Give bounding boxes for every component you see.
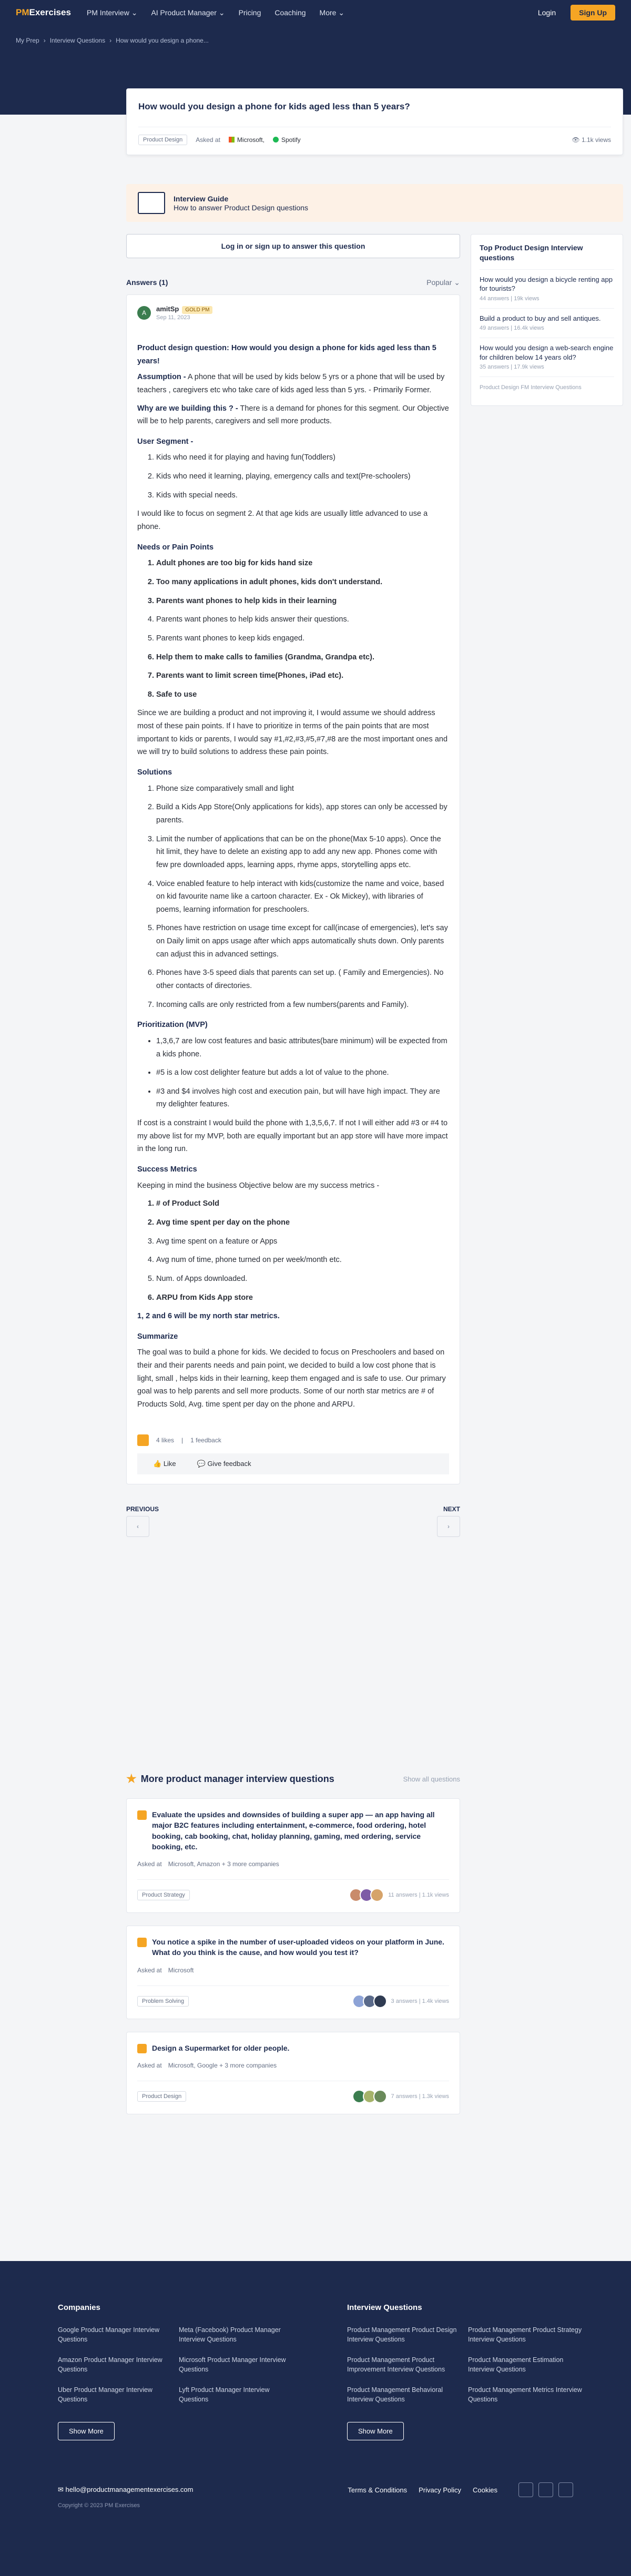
show-all-link[interactable]: Show all questions: [403, 1775, 460, 1783]
previous-button[interactable]: ‹: [126, 1516, 149, 1537]
footer-link[interactable]: Product Management Behavioral Interview Questions: [347, 2386, 443, 2403]
crumb-current: How would you design a phone...: [116, 37, 209, 44]
star-icon: ★: [126, 1772, 137, 1785]
sidebar: [471, 234, 623, 406]
footer-link[interactable]: Lyft Product Manager Interview Questions: [179, 2386, 270, 2403]
book-icon: [138, 192, 165, 214]
likes-count: 4 likes: [156, 1436, 175, 1444]
question-icon: [137, 1938, 147, 1947]
question-card-item[interactable]: Evaluate the upsides and downsides of building a super app — an app having all major B2C features including entertainment, e-commerce, food ordering, hotel booking, cab booking, chat, holiday planning, gaming, med ordering, service booking, etc. Asked at Microsoft, Amazon + 3 more companies Product Strategy 11 answers | 1.1k views: [126, 1798, 460, 1913]
mvp-list: • 1,3,6,7 are low cost features and basic attributes(bare minimum) will be expected from a kids phone. • #5 is a low cost delighter feature but adds a lot of value to the phone. • #3 and $4 involves high cost and execution pain, but will have high impact. They are my delighter features.: [137, 1035, 449, 1111]
main-column: [126, 234, 460, 1537]
category-tag[interactable]: Product Design: [138, 135, 187, 145]
sort-dropdown[interactable]: Popular ⌄: [426, 278, 460, 287]
footer-email[interactable]: ✉ hello@productmanagementexercises.com: [58, 2486, 194, 2493]
footer-link[interactable]: Microsoft Product Manager Interview Questions: [179, 2356, 286, 2373]
question-icon: [137, 1810, 147, 1820]
sidebar-link[interactable]: Product Design FM Interview Questions: [480, 376, 614, 397]
answer-card: A amitSp GOLD PM Sep 11, 2023 Product design question: How would you design a phone for kids aged less than 5 years! Assumption - A phone that will be used by kids below 5 yrs or a phone that will be used by teachers , caregivers etc who take care of kids aged less than 5 yrs. - Primarily Former. Why are we building this ? - There is a demand for phones for this segment. Our Objective will be to help parents, caregivers and sell more products. User Segment - 1. Kids who need it for playing and having fun(Toddlers) 2. Kids who need it learning, playing, emergency calls and text(Pre-schoolers) 3. Kids with special needs. I would like to focus on segment 2. At that age kids are usually little advanced to use a phone. Needs or Pain Points 1. Adult phones are too big for kids hand size 2. Too many applications in adult phones, kids don't understand. 3. Parents want phones to help kids in their learning 4. Parents want phones to help kids answer their questions. 5. Parents want phones to keep kids engaged. 6. Help them to make calls to families (Grandma, Grandpa etc). 7. Parents want to limit screen time(Phones, iPad etc). 8. Safe to use Since we are building a product and not improving it, I would assume we should address most of these pain points. If I have to prioritize in terms of the pain points that are most important to kids or parents, I would say #1,#2,#3,#5,#7,#8 are the most important ones and we will try to build solutions to address these pain points. Solutions 1. Phone size comparatively small and light 2. Build a Kids App Store(Only applications for kids), app stores can only be accessed by parents. 3. Limit the number of applications that can be on the phone(Max 5-10 apps). Once the hit limit, they have to delete an existing app to add any new app. Phones come with few pre downloaded apps, learning apps, rhyme apps, storytelling apps etc. 4. Voice enabled feature to help interact with kids(customize the name and voice, based on kid favourite name like a cartoon character. Ex - Ok Mickey), with libraries of poems, learning information for preschoolers. 5. Phones have restriction on usage time except for call(incase of emergencies), let's say on Daily limit on apps usage after which apps automatically shuts down. Only parents can adjust this in advanced settings. 6. Phones have 3-5 speed dials that parents can set up. ( Family and Emergencies). No other contacts of directories. 7. Incoming calls are only restricted from a few numbers(parents and Family). Prioritization (MVP) • 1,3,6,7 are low cost features and basic attributes(bare minimum) will be expected from a kids phone. • #5 is a low cost delighter feature but adds a lot of value to the phone. • #3 and $4 involves high cost and execution pain, but will have high impact. They are my delighter features. If cost is a constraint I would build the phone with 1,3,5,6,7. If not I will either add #3 or #4 to my above list for my MVP, both are equally important but an app store will have more impact in the long run. Success Metrics Keeping in mind the business Objective below are my success metrics - 1. # of Product Sold 2. Avg time spent per day on the phone 3. Avg time spent on a feature or Apps 4. Avg num of time, phone turned on per week/month etc. 5. Num. of Apps downloaded. 6. ARPU from Kids App store 1, 2 and 6 will be my north star metrics. Summarize The goal was to build a phone for kids. We decided to focus on Preschoolers and based on their and their parents needs and pain point, we decided to build a low cost phone that is light, small , helps kids in their learning, keep them engaged and is safe to use. Our primary goal was to help parents and sell more products. Some of our north star metrics are # of Products Sold, Avg. time spent per day on the phone and ARPU. 4 likes | 1 feedback 👍 Like 💬 Give feedback: [126, 294, 460, 1484]
more-questions: [126, 1772, 460, 2114]
linkedin-icon[interactable]: [538, 2482, 553, 2497]
login-to-answer-button[interactable]: Log in or sign up to answer this question: [126, 234, 460, 258]
give-feedback-button[interactable]: 💬 Give feedback: [197, 1459, 251, 1468]
pagination: [126, 1505, 460, 1513]
answer-date: Sep 11, 2023: [156, 314, 190, 321]
answer-body: Product design question: How would you design a phone for kids aged less than 5 years! Assumption - A phone that will be used by kids below 5 yrs or a phone that will be used by teachers , caregivers etc who take care of kids aged less than 5 yrs. - Primarily Former. Why are we building this ? - There is a demand for phones for this segment. Our Objective will be to help parents, caregivers and sell more products. User Segment - 1. Kids who need it for playing and having fun(Toddlers) 2. Kids who need it learning, playing, emergency calls and text(Pre-schoolers) 3. Kids with special needs. I would like to focus on segment 2. At that age kids are usually little advanced to use a phone. Needs or Pain Points 1. Adult phones are too big for kids hand size 2. Too many applications in adult phones, kids don't understand. 3. Parents want phones to help kids in their learning 4. Parents want phones to help kids answer their questions. 5. Parents want phones to keep kids engaged. 6. Help them to make calls to families (Grandma, Grandpa etc). 7. Parents want to limit screen time(Phones, iPad etc). 8. Safe to use Since we are building a product and not improving it, I would assume we should address most of these pain points. If I have to prioritize in terms of the pain points that are most important to kids or parents, I would say #1,#2,#3,#5,#7,#8 are the most important ones and we will try to build solutions to address these pain points. Solutions 1. Phone size comparatively small and light 2. Build a Kids App Store(Only applications for kids), app stores can only be accessed by parents. 3. Limit the number of applications that can be on the phone(Max 5-10 apps). Once the hit limit, they have to delete an existing app to add any new app. Phones come with few pre downloaded apps, learning apps, rhyme apps, storytelling apps etc. 4. Voice enabled feature to help interact with kids(customize the name and voice, based on kid favourite name like a cartoon character. Ex - Ok Mickey), with libraries of poems, learning information for preschoolers. 5. Phones have restriction on usage time except for call(incase of emergencies), let's say on Daily limit on apps usage after which apps automatically shuts down. Only parents can adjust this in advanced settings. 6. Phones have 3-5 speed dials that parents can set up. ( Family and Emergencies). No other contacts of directories. 7. Incoming calls are only restricted from a few numbers(parents and Family). Prioritization (MVP) • 1,3,6,7 are low cost features and basic attributes(bare minimum) will be expected from a kids phone. • #5 is a low cost delighter feature but adds a lot of value to the phone. • #3 and $4 involves high cost and execution pain, but will have high impact. They are my delighter features. If cost is a constraint I would build the phone with 1,3,5,6,7. If not I will either add #3 or #4 to my above list for my MVP, both are equally important but an app store will have more impact in the long run. Success Metrics Keeping in mind the business Objective below are my success metrics - 1. # of Product Sold 2. Avg time spent per day on the phone 3. Avg time spent on a feature or Apps 4. Avg num of time, phone turned on per week/month etc. 5. Num. of Apps downloaded. 6. ARPU from Kids App store 1, 2 and 6 will be my north star metrics. Summarize The goal was to build a phone for kids. We decided to focus on Preschoolers and based on their and their parents needs and pain point, we decided to build a low cost phone that is light, small , helps kids in their learning, keep them engaged and is safe to use. Our primary goal was to help parents and sell more products. Some of our north star metrics are # of Products Sold, Avg. time spent per day on the phone and ARPU.: [137, 342, 449, 1411]
guide-title: Interview Guide: [174, 194, 229, 203]
cookies-link[interactable]: Cookies: [473, 2486, 497, 2494]
facebook-icon[interactable]: [558, 2482, 573, 2497]
answer-title: Product design question: How would you design a phone for kids aged less than 5 years!: [137, 344, 436, 365]
view-count: 👁 1.1k views: [572, 136, 611, 144]
footer-questions-title: Interview Questions: [347, 2303, 422, 2312]
asked-at-label: Asked at: [196, 136, 220, 144]
nav-ai-pm[interactable]: AI Product Manager ⌄: [151, 8, 225, 17]
nav-coaching[interactable]: Coaching: [274, 8, 306, 17]
question-card: [126, 88, 623, 155]
sidebar-item[interactable]: Build a product to buy and sell antiques. 49 answers | 16.4k views: [480, 308, 614, 338]
microsoft-icon: [229, 137, 235, 142]
author-name[interactable]: amitSp: [156, 305, 179, 313]
footer-link[interactable]: Product Management Estimation Interview Questions: [468, 2356, 564, 2373]
show-more-questions-button[interactable]: Show More: [347, 2422, 404, 2440]
status-badge: GOLD PM: [182, 306, 212, 314]
company-microsoft[interactable]: Microsoft,: [229, 136, 264, 144]
top-nav: [0, 0, 631, 25]
guide-subtitle: How to answer Product Design questions: [174, 203, 309, 212]
crumb-interview-questions[interactable]: Interview Questions: [49, 37, 106, 44]
question-card-item[interactable]: You notice a spike in the number of user-uploaded videos on your platform in June. What do you think is the cause, and how would you test it? Asked at Microsoft Problem Solving 3 answers | 1.4k views: [126, 1926, 460, 2019]
sidebar-item[interactable]: How would you design a web-search engine for children below 14 years old? 35 answers | 17.9k views: [480, 338, 614, 376]
nav-more[interactable]: More ⌄: [319, 8, 345, 17]
next-button[interactable]: ›: [437, 1516, 460, 1537]
page-title: How would you design a phone for kids aged less than 5 years?: [138, 101, 410, 111]
category-tag[interactable]: Product Strategy: [137, 1890, 190, 1900]
footer-link[interactable]: Product Management Product Improvement Interview Questions: [347, 2356, 445, 2373]
privacy-link[interactable]: Privacy Policy: [419, 2486, 462, 2494]
footer-link[interactable]: Google Product Manager Interview Questions: [58, 2326, 160, 2343]
needs-list: 1. Adult phones are too big for kids hand size 2. Too many applications in adult phones, kids don't understand. 3. Parents want phones to help kids in their learning 4. Parents want phones to help kids answer their questions. 5. Parents want phones to keep kids engaged. 6. Help them to make calls to families (Grandma, Grandpa etc). 7. Parents want to limit screen time(Phones, iPad etc). 8. Safe to use: [137, 557, 449, 701]
user-icon: [137, 1434, 149, 1446]
question-card-item[interactable]: Design a Supermarket for older people. Asked at Microsoft, Google + 3 more companies Product Design 7 answers | 1.3k views: [126, 2032, 460, 2114]
feedback-count[interactable]: 1 feedback: [190, 1436, 221, 1444]
signup-button[interactable]: Sign Up: [571, 5, 615, 21]
metrics-list: 1. # of Product Sold 2. Avg time spent per day on the phone 3. Avg time spent on a feature or Apps 4. Avg num of time, phone turned on per week/month etc. 5. Num. of Apps downloaded. 6. ARPU from Kids App store: [137, 1197, 449, 1304]
footer-link[interactable]: Product Management Metrics Interview Questions: [468, 2386, 582, 2403]
terms-link[interactable]: Terms & Conditions: [348, 2486, 408, 2494]
breadcrumb: My Prep › Interview Questions › How would you design a phone...: [16, 37, 209, 44]
footer-link[interactable]: Meta (Facebook) Product Manager Interview Questions: [179, 2326, 281, 2343]
logo[interactable]: PMExercises: [16, 7, 71, 17]
twitter-icon[interactable]: [518, 2482, 533, 2497]
previous-label: PREVIOUS: [126, 1505, 159, 1513]
footer-link[interactable]: Product Management Product Strategy Interview Questions: [468, 2326, 582, 2343]
login-button[interactable]: Login: [537, 8, 556, 17]
copyright: Copyright © 2023 PM Exercises: [58, 2502, 140, 2509]
category-tag[interactable]: Problem Solving: [137, 1996, 189, 2007]
footer-link[interactable]: Product Management Product Design Interview Questions: [347, 2326, 457, 2343]
category-tag[interactable]: Product Design: [137, 2091, 186, 2102]
footer-link[interactable]: Uber Product Manager Interview Questions: [58, 2386, 152, 2403]
solutions-list: 1. Phone size comparatively small and light 2. Build a Kids App Store(Only applications for kids), app stores can only be accessed by parents. 3. Limit the number of applications that can be on the phone(Max 5-10 apps). Once the hit limit, they have to delete an existing app to add any new app. Phones come with few pre downloaded apps, learning apps, rhyme apps, storytelling apps etc. 4. Voice enabled feature to help interact with kids(customize the name and voice, based on kid favourite name like a cartoon character. Ex - Ok Mickey), with libraries of poems, learning information for preschoolers. 5. Phones have restriction on usage time except for call(incase of emergencies), let's say on Daily limit on apps usage after which apps automatically shuts down. Only parents can adjust this in advanced settings. 6. Phones have 3-5 speed dials that parents can set up. ( Family and Emergencies). No other contacts of directories. 7. Incoming calls are only restricted from a few numbers(parents and Family).: [137, 782, 449, 1012]
company-spotify[interactable]: Spotify: [273, 136, 301, 144]
sidebar-item[interactable]: How would you design a bicycle renting app for tourists? 44 answers | 19k views: [480, 269, 614, 308]
like-button[interactable]: 👍 Like: [153, 1459, 176, 1468]
footer-companies-title: Companies: [58, 2303, 100, 2312]
more-title: More product manager interview questions: [140, 1773, 334, 1784]
crumb-my-prep[interactable]: My Prep: [16, 37, 39, 44]
show-more-companies-button[interactable]: Show More: [58, 2422, 115, 2440]
question-icon: [137, 2044, 147, 2053]
segment-list: 1. Kids who need it for playing and having fun(Toddlers) 2. Kids who need it learning, playing, emergency calls and text(Pre-schoolers) 3. Kids with special needs.: [137, 451, 449, 502]
sidebar-title: Top Product Design Interview questions: [480, 243, 583, 262]
nav-pm-interview[interactable]: PM Interview ⌄: [86, 8, 138, 17]
footer: [0, 2261, 631, 2576]
footer-link[interactable]: Amazon Product Manager Interview Questions: [58, 2356, 162, 2373]
answers-count: Answers (1): [126, 278, 168, 287]
interview-guide-banner[interactable]: [126, 184, 623, 222]
nav-pricing[interactable]: Pricing: [238, 8, 261, 17]
spotify-icon: [273, 137, 279, 142]
avatar[interactable]: A: [137, 306, 151, 320]
next-label: NEXT: [443, 1505, 460, 1513]
